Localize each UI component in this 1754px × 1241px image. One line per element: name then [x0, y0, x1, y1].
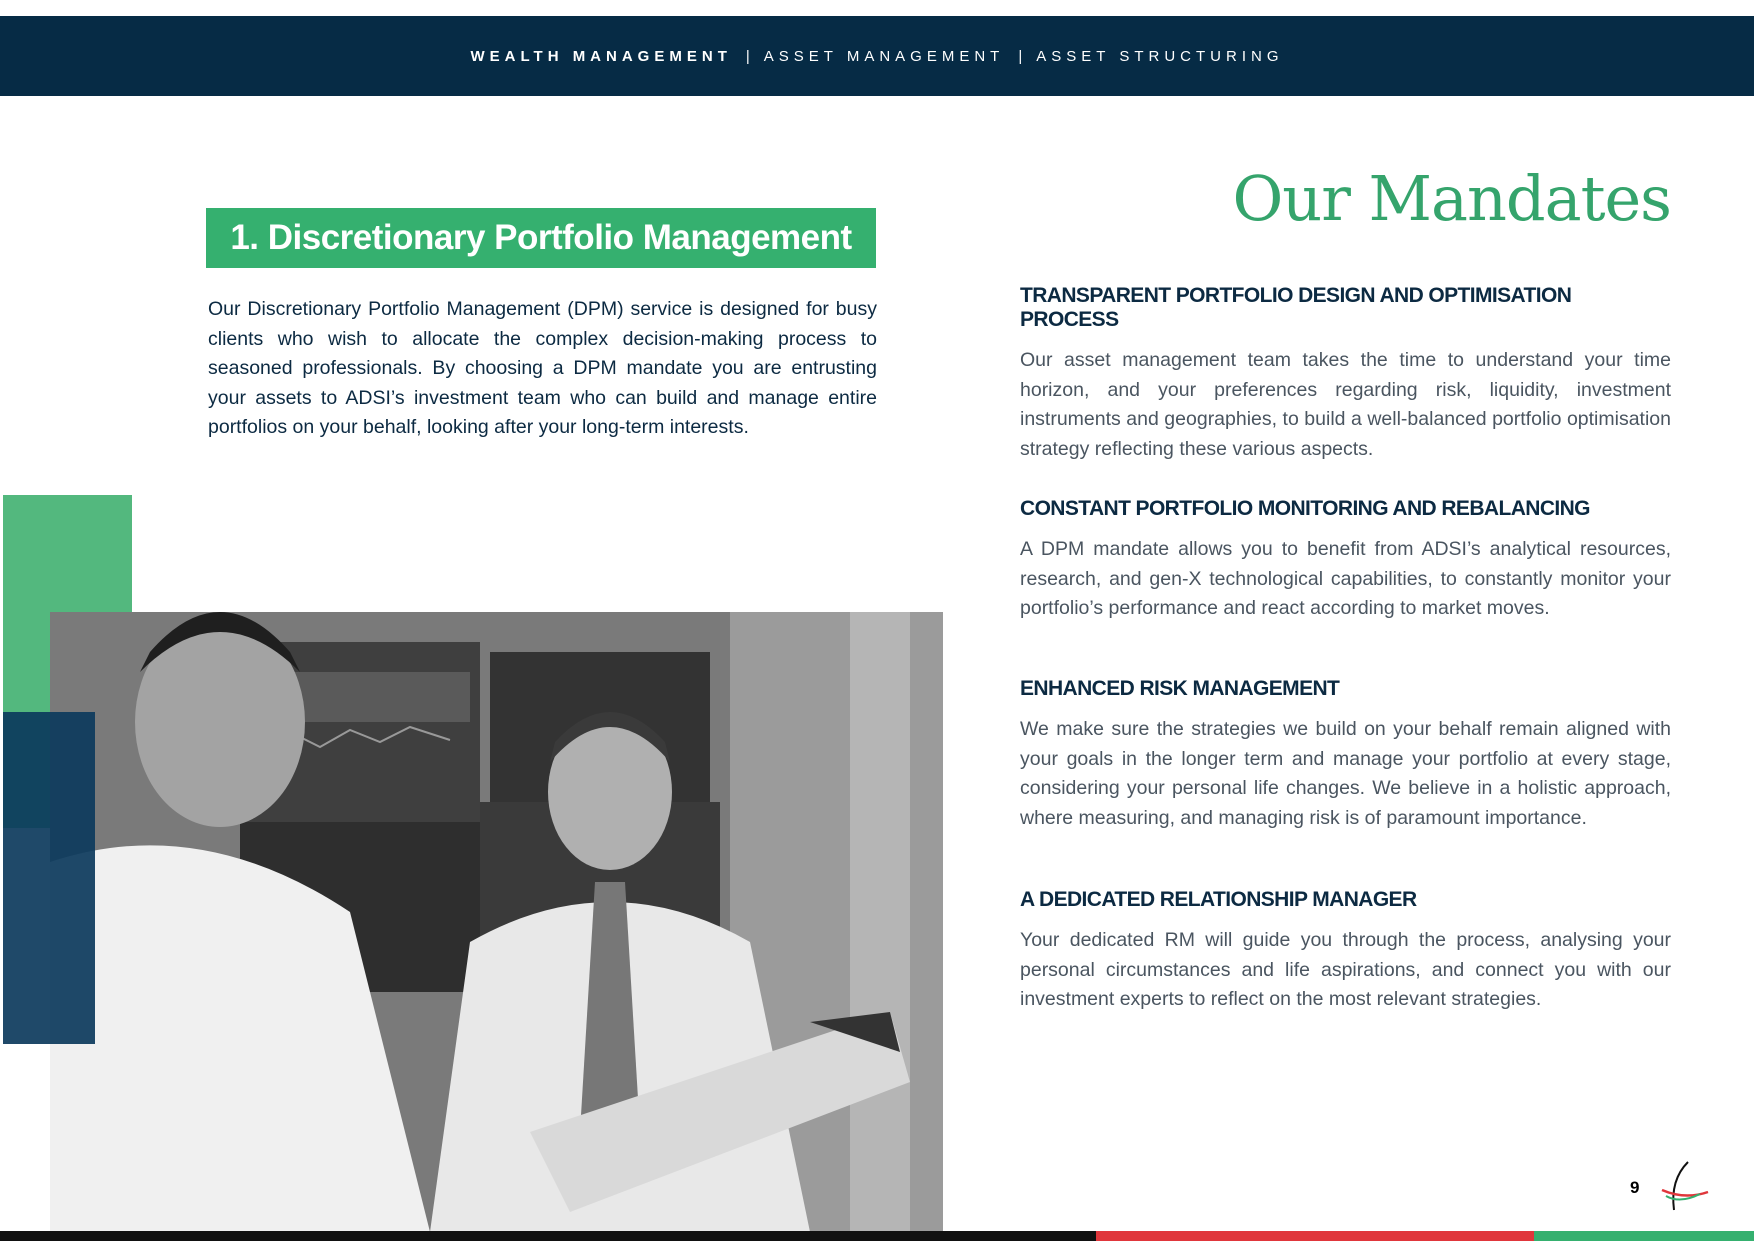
page-title: Our Mandates: [1232, 162, 1671, 235]
mandate-heading: CONSTANT PORTFOLIO MONITORING AND REBALANCING: [1020, 497, 1590, 520]
mandate-body: A DPM mandate allows you to benefit from ADSI’s analytical resources, research, and gen-X technological capabilities, to constantly monitor your portfolio’s performance and react according to market moves.: [1020, 538, 1671, 619]
mandate-heading: A DEDICATED RELATIONSHIP MANAGER: [1020, 888, 1417, 911]
bottom-bar-black: [0, 1231, 1096, 1241]
mandate-body: Your dedicated RM will guide you through the process, analysing your personal circumstances and life aspirations, and connect you with our investment experts to reflect on the most relevant strategies.: [1020, 929, 1671, 1010]
bottom-bar-red: [1096, 1231, 1534, 1241]
mandate-section: [1020, 888, 1671, 1015]
bottom-color-bar: [0, 1231, 1754, 1241]
nav-separator: |: [745, 47, 750, 65]
section-title-dpm: 1. Discretionary Portfolio Management: [206, 208, 876, 268]
nav-item-asset-structuring: ASSET STRUCTURING: [1036, 47, 1284, 65]
mandate-body: We make sure the strategies we build on your behalf remain aligned with your goals in the longer term and manage your portfolio at every stage, considering your personal life changes. We believe in a holistic approach, where measuring, and managing risk is of paramount importance.: [1020, 718, 1671, 829]
top-navigation-bar: [0, 16, 1754, 96]
bottom-bar-green: [1534, 1231, 1754, 1241]
mandate-heading: ENHANCED RISK MANAGEMENT: [1020, 677, 1340, 700]
nav-item-wealth-management: WEALTH MANAGEMENT: [470, 47, 732, 65]
mandate-section: [1020, 677, 1671, 833]
company-logo-icon: [1660, 1160, 1710, 1216]
mandate-section: [1020, 497, 1671, 624]
photo-illustration: [50, 612, 943, 1232]
nav-item-asset-management: ASSET MANAGEMENT: [763, 47, 1005, 65]
mandate-section: [1020, 284, 1671, 464]
page-number: 9: [1630, 1178, 1640, 1197]
nav-separator: |: [1018, 47, 1023, 65]
dpm-intro-text: Our Discretionary Portfolio Management (DPM) service is designed for busy clients who wish to allocate the complex decision-making process to seasoned professionals. By choosing a DPM mandate you are entrusting your assets to ADSI’s investment team who can build and manage entire portfolios on your behalf, looking after your long-term interests.: [208, 298, 877, 438]
office-photo: [50, 612, 943, 1232]
decorative-navy-block: [3, 712, 95, 1044]
mandate-heading: TRANSPARENT PORTFOLIO DESIGN AND OPTIMISATION PROCESS: [1020, 284, 1572, 331]
mandate-body: Our asset management team takes the time to understand your time horizon, and your preferences regarding risk, liquidity, investment instruments and geographies, to build a well-balanced portfolio optimisation strategy reflecting these various aspects.: [1020, 349, 1671, 460]
